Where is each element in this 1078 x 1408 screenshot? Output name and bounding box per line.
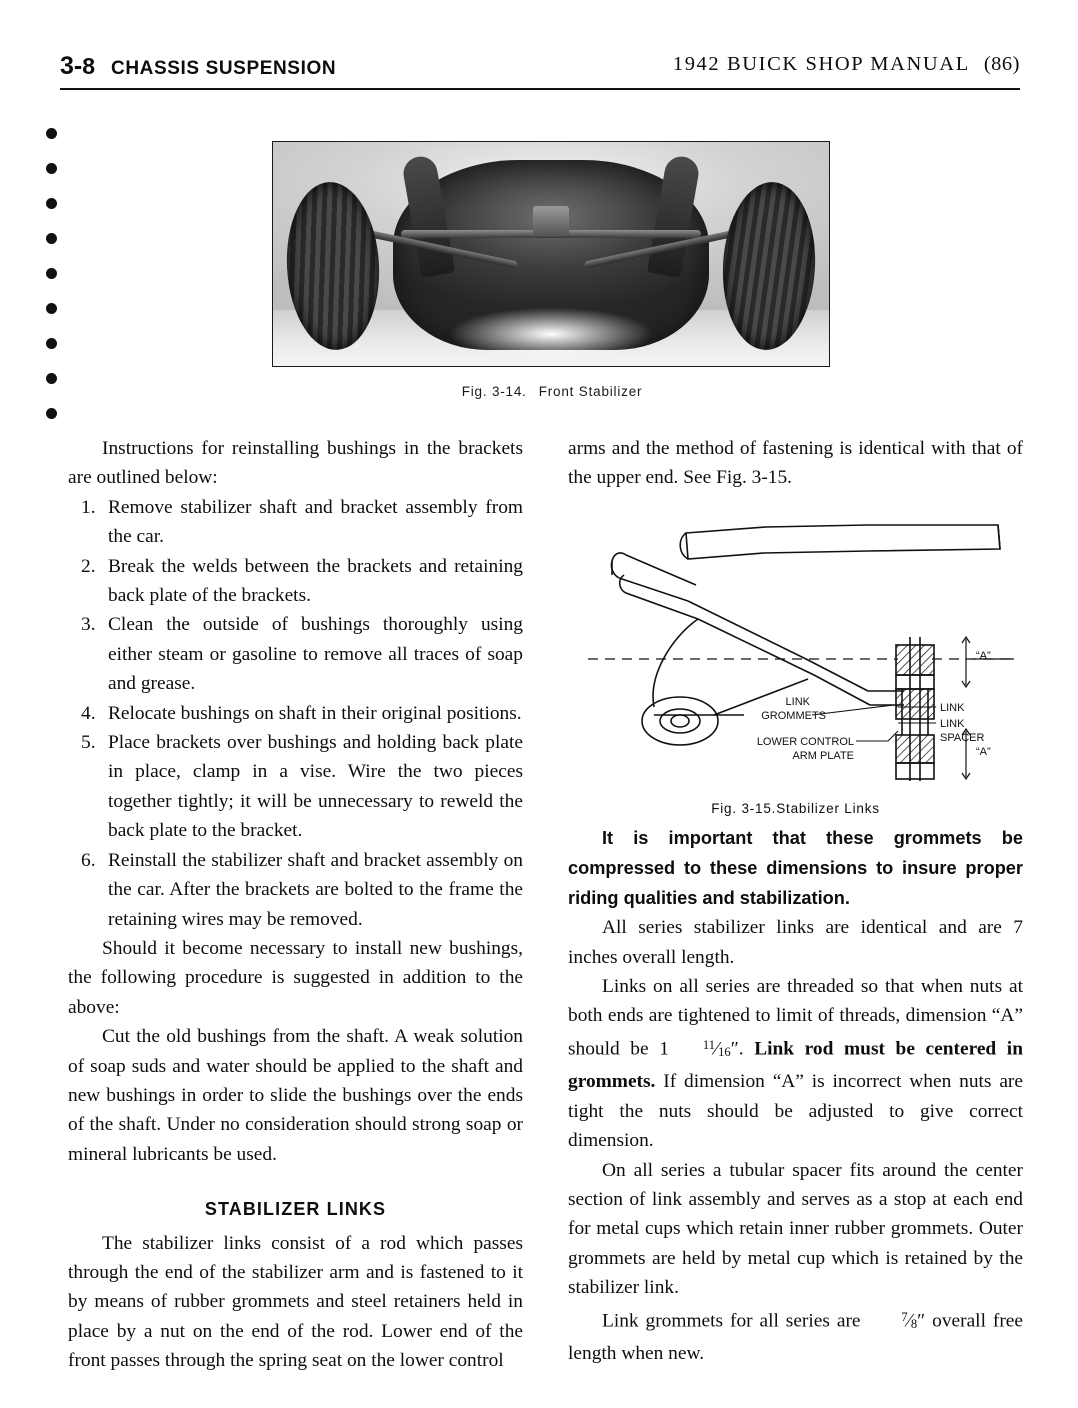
right-text-column — [568, 434, 1023, 1369]
figure-3-15-number: Fig. 3-15. — [711, 800, 777, 816]
punch-hole — [46, 373, 57, 384]
dimension-a-fraction: $^{11}⁄_{16}$ — [702, 1037, 731, 1060]
grommets-text-1: Link grommets for all series are — [602, 1310, 868, 1332]
link-spacer-label-2: SPACER — [940, 731, 985, 744]
page-header — [60, 52, 1020, 86]
paragraph-grommets — [568, 1303, 1023, 1369]
paragraph-spacer: On all series a tubular spacer fits around the center section of link assembly and serves as a stop at each end for metal cups which retain inner rubber grommets. Outer grommets are held by metal cup which is retained by the stabilizer link. — [568, 1159, 1023, 1299]
lower-control-arm-label-1: LOWER CONTROL — [756, 735, 854, 748]
punch-hole — [46, 338, 57, 349]
subheading-stabilizer-links: STABILIZER LINKS — [204, 1199, 387, 1220]
paragraph-stabilizer-links: The stabilizer links consist of a rod which passes through the end of the stabilizer arm and is fastened to it by means of rubber grommets and steel retainers held in place by a nut on the end of the rod. Lower end of the front passes through the spring seat on the lower control — [68, 1232, 523, 1372]
list-item: Clean the outside of bushings thoroughly using either steam or gasoline to remove all traces of soap and grease. — [108, 614, 523, 695]
punch-hole — [46, 128, 57, 139]
link-grommets-label-1: LINK — [785, 695, 810, 708]
figure-3-14 — [272, 141, 832, 399]
header-rule — [60, 88, 1020, 90]
lower-control-arm-label-2: ARM PLATE — [792, 749, 854, 762]
punch-hole — [46, 408, 57, 419]
grommets-text-2: ″ overall free length when new. — [568, 1310, 1023, 1365]
page-number: 3-8 — [60, 52, 96, 80]
figure-3-15-title: Stabilizer Links — [776, 800, 880, 816]
figure-3-15-drawing — [568, 509, 1023, 784]
list-item: Break the welds between the brackets and retaining back plate of the brackets. — [108, 555, 523, 607]
bold-note-paragraph: It is important that these grommets be compressed to these dimensions to insure proper riding qualities and stabilization. — [568, 828, 1023, 909]
paragraph-new-bushings: Should it become necessary to install new bushings, the following procedure is suggested in addition to the above: — [68, 937, 523, 1018]
figure-3-14-number: Fig. 3-14. — [461, 384, 527, 399]
paragraph-cut-bushings: Cut the old bushings from the shaft. A weak solution of soap suds and water should be applied to the shaft and new bushings in order to slide the bushings over the ends of the shaft. Under no consideration should strong soap or mineral lubricants be used. — [68, 1026, 523, 1165]
list-item: Remove stabilizer shaft and bracket assembly from the car. — [108, 496, 523, 548]
threads-text-2: ″. — [730, 1038, 755, 1060]
link-spacer-label-1: LINK — [940, 717, 965, 730]
punch-hole — [46, 233, 57, 244]
manual-title: 1942 BUICK SHOP MANUAL — [672, 53, 970, 75]
punch-hole — [46, 163, 57, 174]
intro-paragraph: Instructions for reinstalling bushings in the brackets are outlined below: — [68, 438, 523, 489]
paragraph-identical-links: All series stabilizer links are identical and are 7 inches overall length. — [568, 917, 1023, 968]
photo-center-plate — [533, 206, 569, 236]
link-grommets-label-2: GROMMETS — [761, 709, 826, 722]
figure-3-15 — [568, 509, 1023, 823]
punch-hole — [46, 198, 57, 209]
paragraph-threads — [568, 972, 1023, 1156]
figure-3-14-photo — [272, 141, 830, 367]
figure-3-15-caption — [568, 794, 1023, 823]
header-left — [60, 52, 336, 81]
left-text-column — [68, 434, 523, 1376]
threads-bold-text: Link rod must be centered in grommets. — [568, 1038, 1023, 1093]
punch-hole — [46, 303, 57, 314]
list-item: Relocate bushings on shaft in their original positions. — [108, 702, 522, 724]
threads-text-3: If dimension “A” is incorrect when nuts are tight the nuts should be adjusted to give correct dimension. — [568, 1071, 1023, 1152]
list-item: Reinstall the stabilizer shaft and bracket assembly on the car. After the brackets are bolted to the frame the retaining wires may be removed. — [108, 849, 523, 930]
punch-hole — [46, 268, 57, 279]
grommet-length-fraction: $^7⁄_8$ — [901, 1309, 918, 1332]
instruction-steps — [68, 493, 523, 934]
photo-highlight — [451, 308, 651, 360]
link-label: LINK — [940, 701, 965, 714]
header-section-title: CHASSIS SUSPENSION — [111, 58, 337, 79]
list-item: Place brackets over bushings and holding back plate in place, clamp in a vise. Wire the two pieces together tightly; it will be unnecessary to reweld the back plate to the bracket. — [108, 732, 523, 842]
threads-text-1: Links on all series are threaded so that when nuts at both ends are tightened to limit of threads, dimension “A” should be 1 — [568, 976, 1023, 1060]
folio-number: (86) — [983, 53, 1020, 75]
paragraph-continuation: arms and the method of fastening is identical with that of the upper end. See Fig. 3-15. — [568, 438, 1023, 489]
header-right — [673, 53, 1020, 76]
figure-3-14-title: Front Stabilizer — [538, 384, 643, 399]
dimension-a-bottom-label: “A” — [976, 745, 991, 758]
figure-3-14-caption — [272, 384, 832, 399]
punch-holes — [46, 128, 68, 396]
dimension-a-top-label: “A” — [976, 649, 991, 662]
